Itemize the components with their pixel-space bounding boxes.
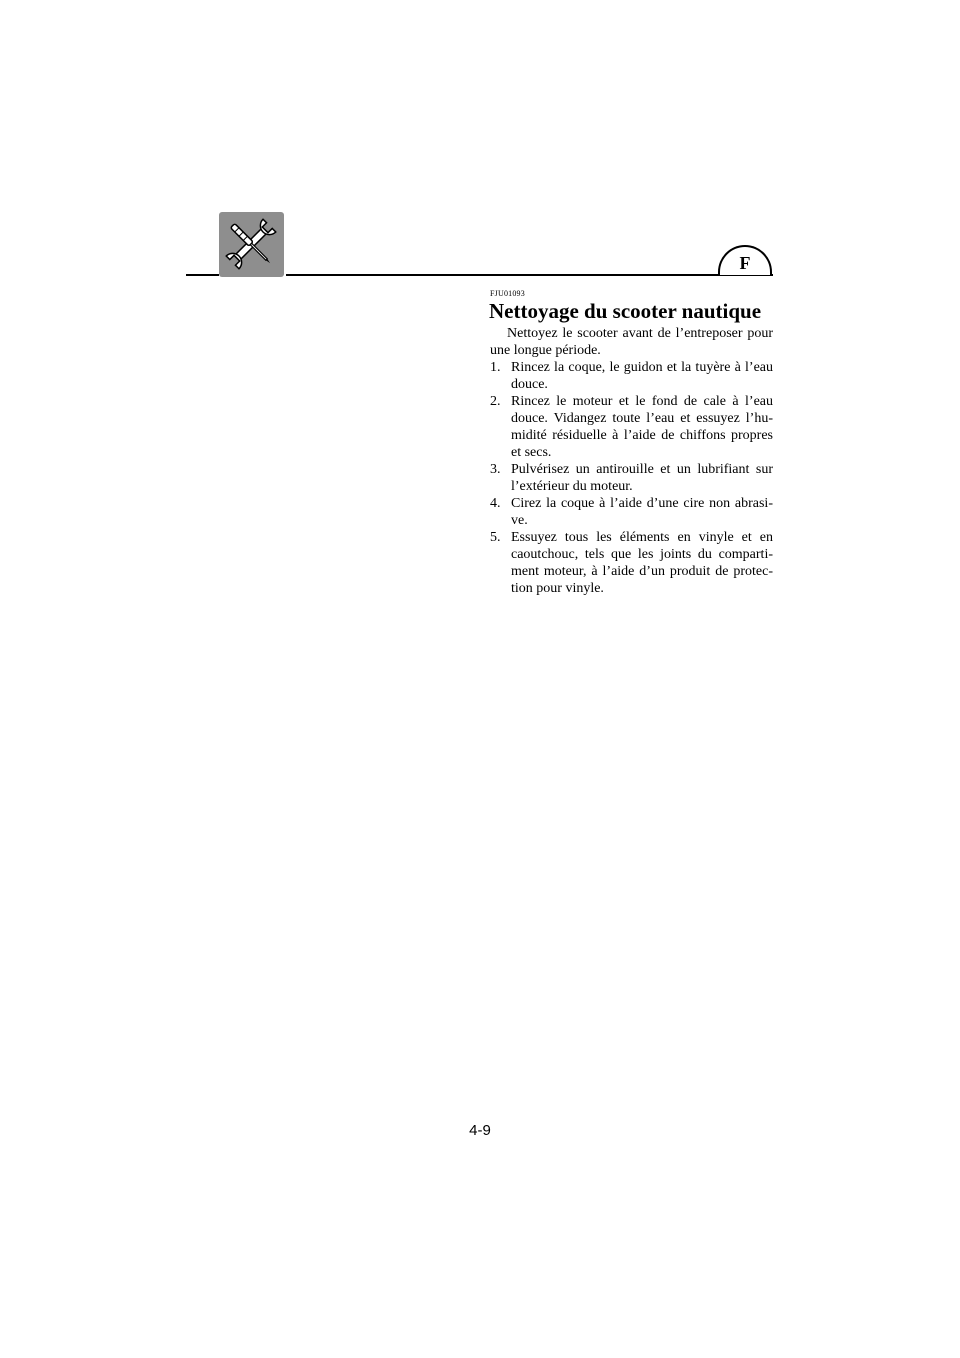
section-title: Nettoyage du scooter nautique bbox=[489, 299, 762, 323]
step-number: 3. bbox=[490, 462, 501, 477]
step-text: Essuyez tous les éléments en vinyle et en caoutchouc, tels que les joints du comparti-ment moteur, à l’aide d’un produit de protec-tion pour vinyle. bbox=[511, 530, 773, 596]
language-badge: F bbox=[718, 245, 772, 275]
step-text: Rincez le moteur et le fond de cale à l’eau douce. Vidangez toute l’eau et essuyez l’hu-midité résiduelle à l’aide de chiffons propres et secs. bbox=[511, 394, 773, 460]
steps-list bbox=[490, 359, 773, 597]
header-rule-right bbox=[286, 274, 773, 276]
list-item bbox=[490, 495, 773, 529]
header-rule-left bbox=[186, 274, 219, 276]
document-code: FJU01093 bbox=[490, 289, 525, 298]
list-item bbox=[490, 461, 773, 495]
list-item bbox=[490, 393, 773, 461]
step-number: 5. bbox=[490, 530, 501, 545]
page-number: 4-9 bbox=[469, 1122, 491, 1139]
step-text: Pulvérisez un antirouille et un lubrifiant sur l’extérieur du moteur. bbox=[511, 462, 773, 494]
section-body bbox=[490, 325, 773, 597]
step-number: 2. bbox=[490, 394, 501, 409]
step-text: Cirez la coque à l’aide d’une cire non abrasi-ve. bbox=[511, 496, 773, 528]
step-number: 4. bbox=[490, 496, 501, 511]
step-text: Rincez la coque, le guidon et la tuyère à l’eau douce. bbox=[511, 360, 773, 392]
intro-paragraph: Nettoyez le scooter avant de l’entreposer pour une longue période. bbox=[490, 326, 773, 358]
list-item bbox=[490, 359, 773, 393]
step-number: 1. bbox=[490, 360, 501, 375]
maintenance-tools-icon bbox=[219, 212, 284, 277]
list-item bbox=[490, 529, 773, 597]
